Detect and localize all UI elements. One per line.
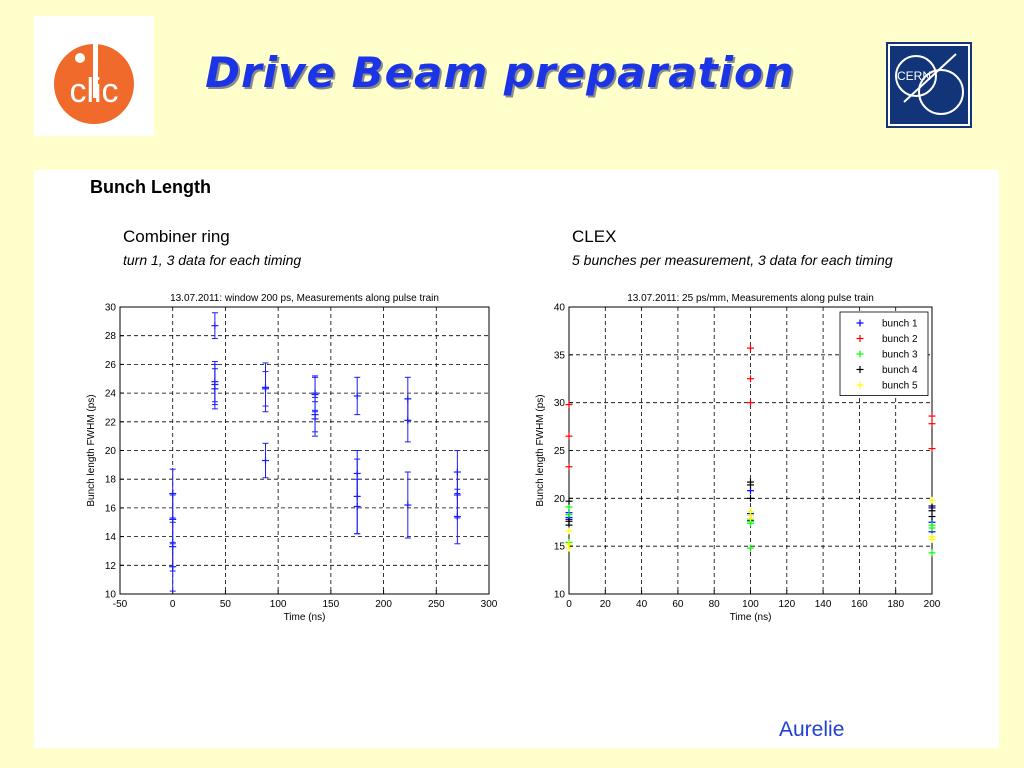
x-tick-label: 160 <box>851 599 868 610</box>
author-name: Aurelie <box>779 718 845 741</box>
x-tick-label: 0 <box>169 599 176 610</box>
y-tick-label: 26 <box>104 359 116 371</box>
legend-label: bunch 1 <box>882 318 918 330</box>
y-tick-label: 10 <box>104 589 116 601</box>
legend-label: bunch 4 <box>882 365 918 376</box>
slide-title: Drive Beam preparation <box>205 48 795 97</box>
x-tick-label: 80 <box>708 599 720 610</box>
y-tick-label: 10 <box>553 589 565 601</box>
y-tick-label: 12 <box>104 560 116 572</box>
y-tick-label: 20 <box>104 446 116 457</box>
y-tick-label: 18 <box>104 474 116 486</box>
x-axis-label: Time (ns) <box>729 612 772 623</box>
chart-title: 13.07.2011: window 200 ps, Measurements along pulse train <box>170 293 439 304</box>
y-tick-label: 30 <box>104 302 116 314</box>
combiner-ring-title: Combiner ring <box>123 227 230 246</box>
combiner-ring-note: turn 1, 3 data for each timing <box>123 252 302 268</box>
x-tick-label: 0 <box>566 599 572 610</box>
y-tick-label: 24 <box>104 388 116 400</box>
y-axis-label: Bunch length FWHM (ps) <box>535 394 546 507</box>
y-tick-label: 22 <box>104 417 116 429</box>
y-tick-label: 25 <box>553 446 565 457</box>
x-tick-label: 100 <box>269 599 287 610</box>
x-tick-label: -50 <box>112 599 128 610</box>
clex-note: 5 bunches per measurement, 3 data for each timing <box>572 252 893 268</box>
y-tick-label: 28 <box>104 331 116 343</box>
clex-title: CLEX <box>572 227 617 246</box>
legend-label: bunch 2 <box>882 334 918 345</box>
y-axis-label: Bunch length FWHM (ps) <box>86 394 97 507</box>
y-tick-label: 14 <box>104 532 116 544</box>
x-tick-label: 120 <box>778 599 796 610</box>
y-tick-label: 40 <box>553 302 565 314</box>
y-tick-label: 16 <box>104 503 116 515</box>
y-tick-label: 20 <box>553 493 565 505</box>
x-tick-label: 180 <box>887 599 905 610</box>
x-tick-label: 100 <box>742 599 759 610</box>
x-tick-label: 150 <box>322 599 340 610</box>
x-axis-label: Time (ns) <box>283 612 326 623</box>
x-tick-label: 40 <box>636 599 648 610</box>
cern-logo-text: CERN <box>896 69 932 83</box>
x-tick-label: 300 <box>480 599 498 610</box>
x-tick-label: 200 <box>375 599 392 610</box>
x-tick-label: 140 <box>814 599 832 610</box>
clic-logo-text: clic <box>69 72 119 110</box>
x-tick-label: 20 <box>599 599 611 610</box>
x-tick-label: 60 <box>672 599 684 610</box>
x-tick-label: 200 <box>923 599 941 610</box>
legend-label: bunch 3 <box>882 349 918 361</box>
chart-title: 13.07.2011: 25 ps/mm, Measurements along pulse train <box>627 293 874 304</box>
y-tick-label: 15 <box>553 541 565 553</box>
panel-heading: Bunch Length <box>90 177 211 197</box>
x-tick-label: 50 <box>219 599 231 610</box>
y-tick-label: 35 <box>553 350 565 362</box>
y-tick-label: 30 <box>553 398 565 410</box>
legend-label: bunch 5 <box>882 380 918 392</box>
x-tick-label: 250 <box>427 599 445 610</box>
